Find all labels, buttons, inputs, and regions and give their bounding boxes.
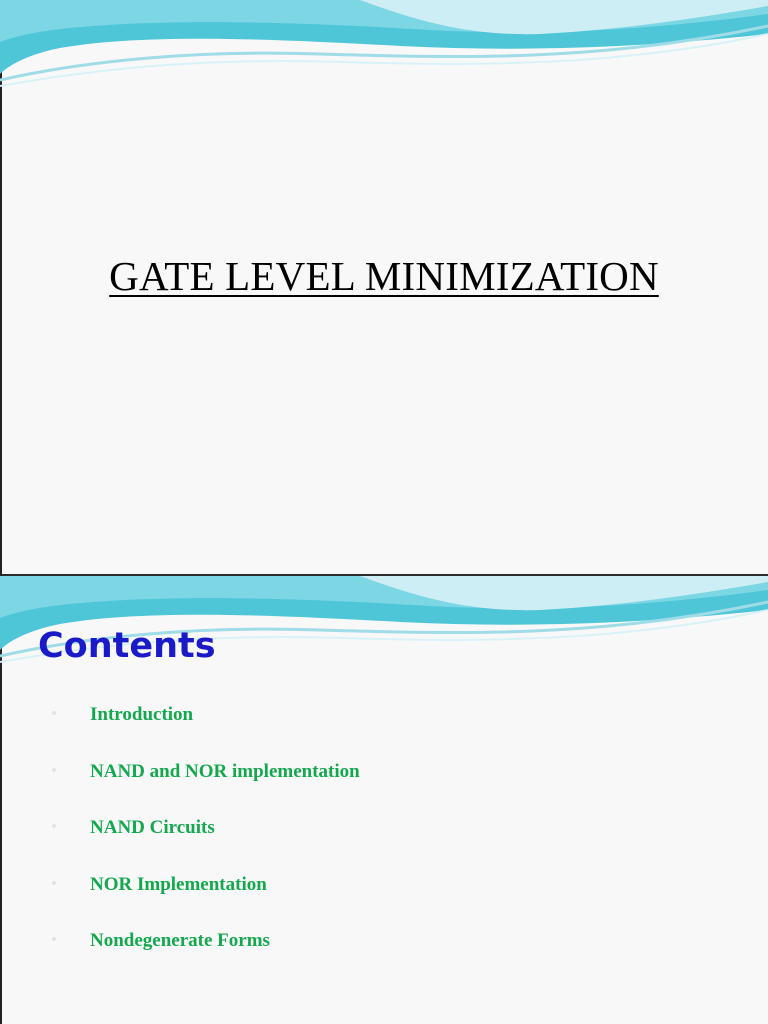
- slide-title: GATE LEVEL MINIMIZATION: [109, 253, 659, 299]
- contents-slide: [0, 576, 768, 1024]
- bullet-icon: [52, 881, 56, 885]
- list-item-label: NOR Implementation: [90, 873, 267, 895]
- bullet-icon: [52, 768, 56, 772]
- bullet-icon: [52, 711, 56, 715]
- list-item-label: Introduction: [90, 704, 194, 725]
- bullet-icon: [52, 937, 56, 941]
- contents-heading: Contents: [38, 626, 216, 666]
- wave-decoration: [0, 0, 768, 95]
- list-item-label: NAND and NOR implementation: [90, 760, 360, 782]
- list-item-label: Nondegenerate Forms: [90, 930, 270, 951]
- bullet-icon: [52, 824, 56, 828]
- list-item-label: NAND Circuits: [90, 817, 215, 838]
